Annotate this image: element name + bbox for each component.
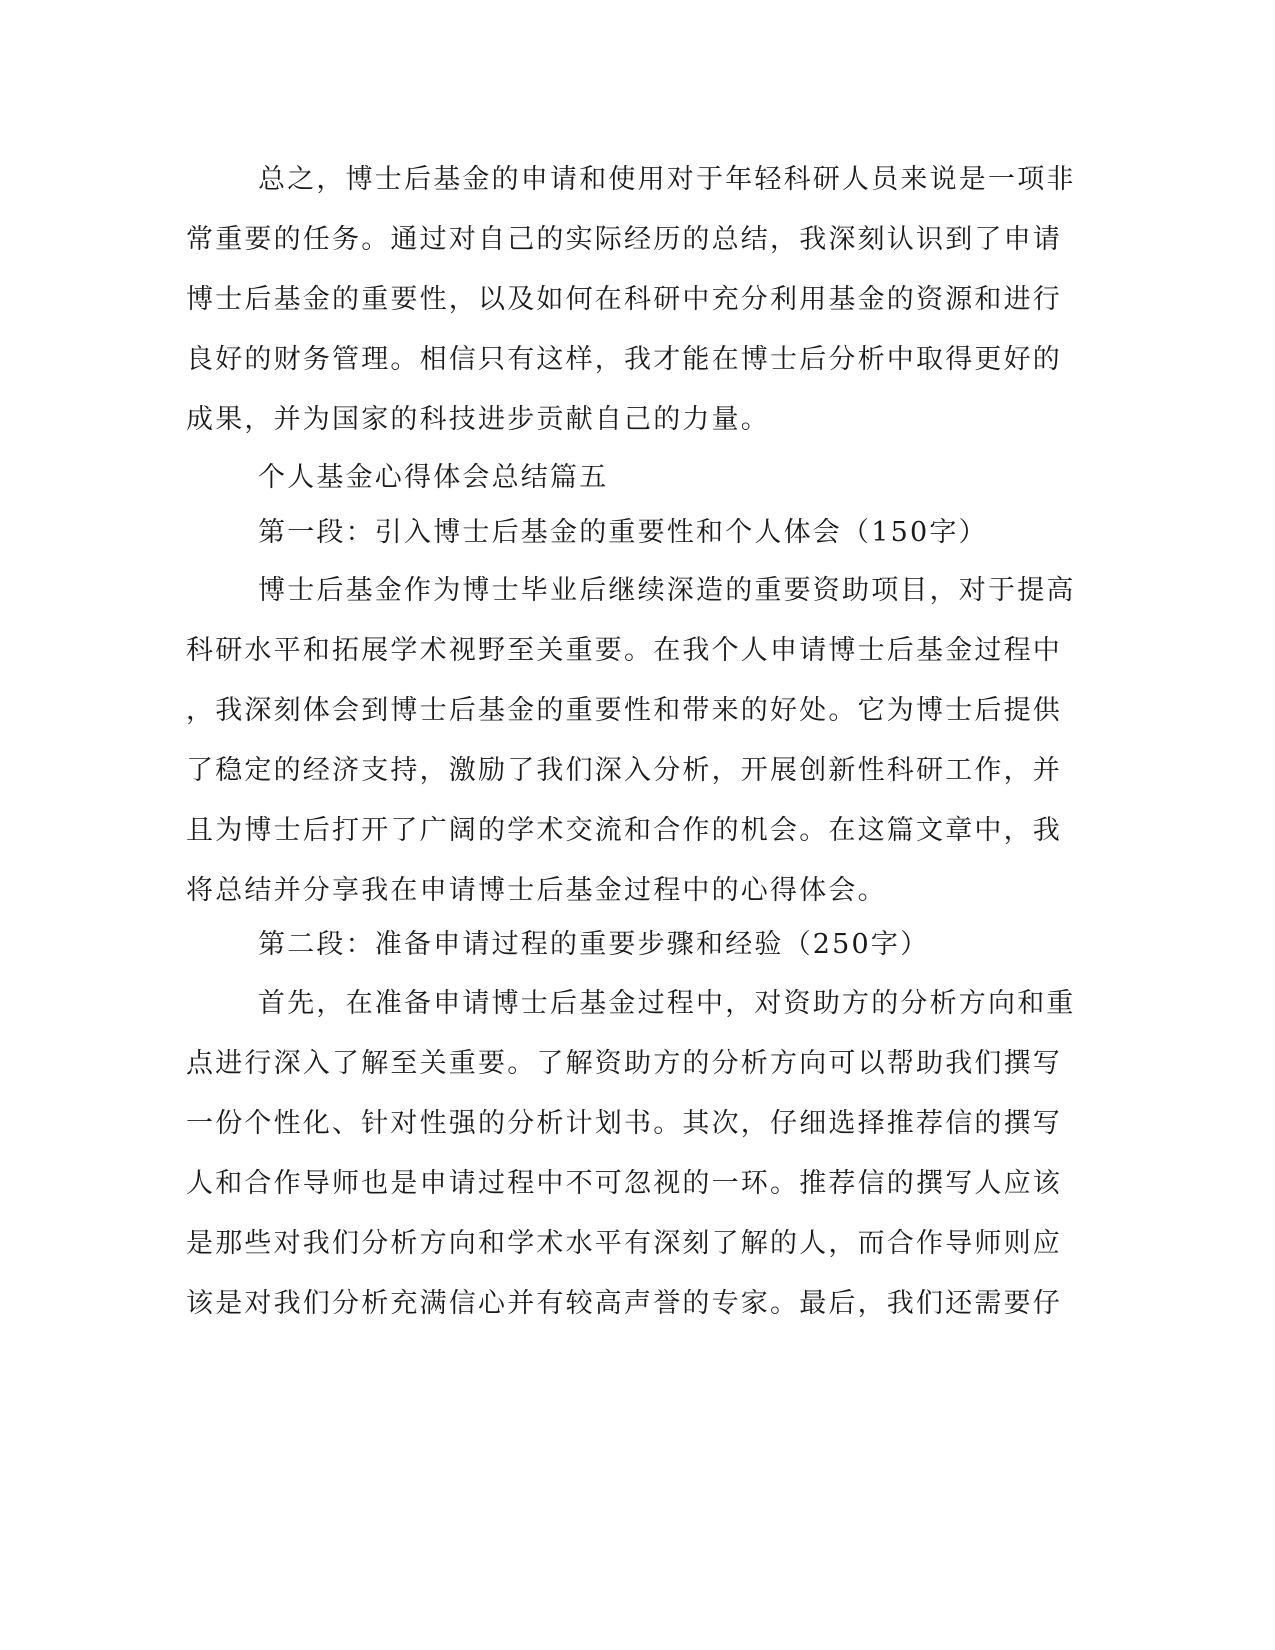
article-title: 个人基金心得体会总结篇五 xyxy=(258,462,609,493)
text-line: 且为博士后打开了广阔的学术交流和合作的机会。在这篇文章中，我 xyxy=(186,815,1062,846)
text-line: 常重要的任务。通过对自己的实际经历的总结，我深刻认识到了申请 xyxy=(186,224,1062,255)
text-line: 点进行深入了解至关重要。了解资助方的分析方向可以帮助我们撰写 xyxy=(186,1048,1062,1079)
text-line: 成果，并为国家的科技进步贡献自己的力量。 xyxy=(186,404,770,435)
text-line: 总之，博士后基金的申请和使用对于年轻科研人员来说是一项非 xyxy=(258,164,1076,195)
text-line: ，我深刻体会到博士后基金的重要性和带来的好处。它为博士后提供 xyxy=(186,695,1062,726)
text-line: 博士后基金的重要性，以及如何在科研中充分利用基金的资源和进行 xyxy=(186,284,1062,315)
text-line: 是那些对我们分析方向和学术水平有深刻了解的人，而合作导师则应 xyxy=(186,1228,1062,1259)
text-line: 一份个性化、针对性强的分析计划书。其次，仔细选择推荐信的撰写 xyxy=(186,1108,1062,1139)
text-line: 将总结并分享我在申请博士后基金过程中的心得体会。 xyxy=(186,875,887,906)
section1-paragraph xyxy=(186,561,1076,921)
section2-heading-block xyxy=(186,915,1046,975)
section2-heading: 第二段：准备申请过程的重要步骤和经验（250字） xyxy=(258,929,930,960)
text-line: 人和合作导师也是申请过程中不可忽视的一环。推荐信的撰写人应该 xyxy=(186,1168,1062,1199)
text-line: 良好的财务管理。相信只有这样，我才能在博士后分析中取得更好的 xyxy=(186,344,1062,375)
text-line: 了稳定的经济支持，激励了我们深入分析，开展创新性科研工作，并 xyxy=(186,755,1062,786)
section1-heading-block xyxy=(186,503,1046,563)
article-title-block xyxy=(186,448,1046,508)
text-line: 博士后基金作为博士毕业后继续深造的重要资助项目，对于提高 xyxy=(258,575,1076,606)
text-line: 首先，在准备申请博士后基金过程中，对资助方的分析方向和重 xyxy=(258,988,1076,1019)
text-line: 该是对我们分析充满信心并有较高声誉的专家。最后，我们还需要仔 xyxy=(186,1288,1062,1319)
text-line: 科研水平和拓展学术视野至关重要。在我个人申请博士后基金过程中 xyxy=(186,635,1062,666)
section2-paragraph xyxy=(186,974,1076,1334)
section1-heading: 第一段：引入博士后基金的重要性和个人体会（150字） xyxy=(258,517,988,548)
conclusion-paragraph xyxy=(186,150,1076,450)
